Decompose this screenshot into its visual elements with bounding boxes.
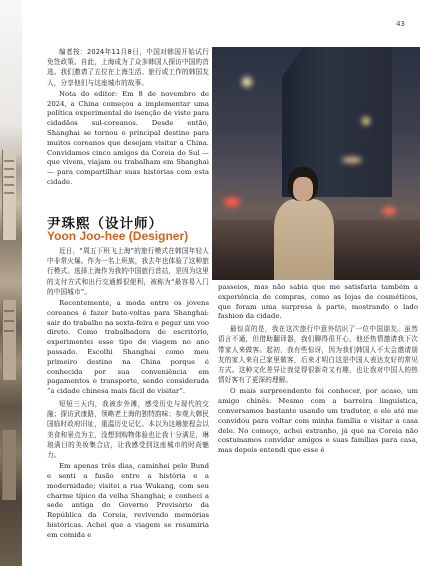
left-paragraph-2: Recentemente, a moda entre os jovens coreanos é fazer bate-voltas para Shanghai: sair do trabalho na sexta-feira e pegar um voo direto. Como trabalhadora de escritório, experimentei esse tipo de viagem no ano passado. Escolhi Shanghai como meu primeiro destino na China porque é conhecida por sua conveniência em pagamentos e transporte, sendo considerada “a cidade chinesa mais fácil de visitar”.: [47, 299, 209, 396]
right-paragraph-1: passeios, mas não sabia que me satisfaria também a experiência de compras, como as lojas de cosméticos, que foram uma surpresa à parte, mostrando o lado fashion da cidade.: [218, 283, 418, 321]
right-paragraph-2: 最惊喜的是，我在这次旅行中意外结识了一位中国朋友。虽然语言不通，但借助翻译器，我们聊得很开心，他还热情邀请我下次带家人来做客。起初，我有些惊讶，因为我们韩国人不太会邀请朋友的家人来自己家里做客，后来才明白这是中国人表达友好的常见方式。这种文化差异让我觉得很新奇又有趣，也让我对中国人的热情好客有了更深的理解。: [218, 325, 418, 385]
left-paragraph-1: 近日，“周五下班飞上海”的旅行模式在韩国年轻人中非常火爆。作为一名上班族，我去年也体验了这种旅行模式。选择上海作为我的中国旅行首站，是因为这里的支付方式和出行交通都很便利，被称为“最容易入门的中国城市”。: [47, 247, 209, 296]
left-paragraph-3: 短短三天内，我被步外滩，感受历史与现代的交融；探访武康路，领略老上海的独特韵味；参观大韩民国临时政府旧址，重温历史记忆。本以为这趟旅程会以美食和景点为主，没想到购物体验也让我十分满足，琳琅满目的美妆集合店，让我感受到这座城市的时尚魅力。: [47, 399, 209, 459]
left-paragraph-4: Em apenas três dias, caminhei pelo Bund e senti a fusão entre a história e a modernidade; visitei a rua Wukang, com seu charme típico da velha Shanghai; e conheci a sede antiga do Governo Provisório da República da Coreia, revivendo memórias históricas. Achei que a viagem se resumiria em comida e: [47, 462, 209, 539]
profile-name-pt: Yoon Joo-hee (Designer): [47, 229, 189, 243]
editor-note: [47, 47, 209, 188]
editor-note-pt: Nota do editor: Em 8 de novembro de 2024, a China começou a implementar uma política experimental de isenção de visto para cidadãos sul-coreanos. Desde então, Shanghai se tornou o principal destino para muitos coreanos que desejam visitar a China. Convidamos cinco amigos da Coreia do Sul — que vivem, viajam ou trabalham em Shanghai — para compartilhar suas histórias com esta cidade.: [47, 89, 209, 186]
right-column: [218, 283, 418, 456]
city-photo-strip: [0, 0, 22, 566]
profile-name-zh: 尹珠熙（设计师）: [47, 216, 163, 232]
night-street-photo: [212, 47, 420, 280]
editor-note-zh: 编者按：2024年11月8日，中国对韩国开始试行免签政策。自此，上海成为了众多韩国人探访中国的首选。我们邀请了五位在上海生活、旅行或工作的韩国友人，分享他们与这座城市的故事。: [47, 48, 209, 87]
photo-person: [274, 167, 334, 280]
page-number: 43: [396, 20, 405, 28]
right-paragraph-3: O mais surpreendente foi conhecer, por acaso, um amigo chinês. Mesmo com a barreira linguística, conversamos bastante usando um tradutor, e ele até me convidou para voltar com minha família e visitar a casa dele. No começo, achei estranho, já que na Coreia não costumamos convidar amigos e suas famílias para casa, mas depois entendi que esse é: [218, 387, 418, 455]
left-column: [47, 246, 209, 541]
